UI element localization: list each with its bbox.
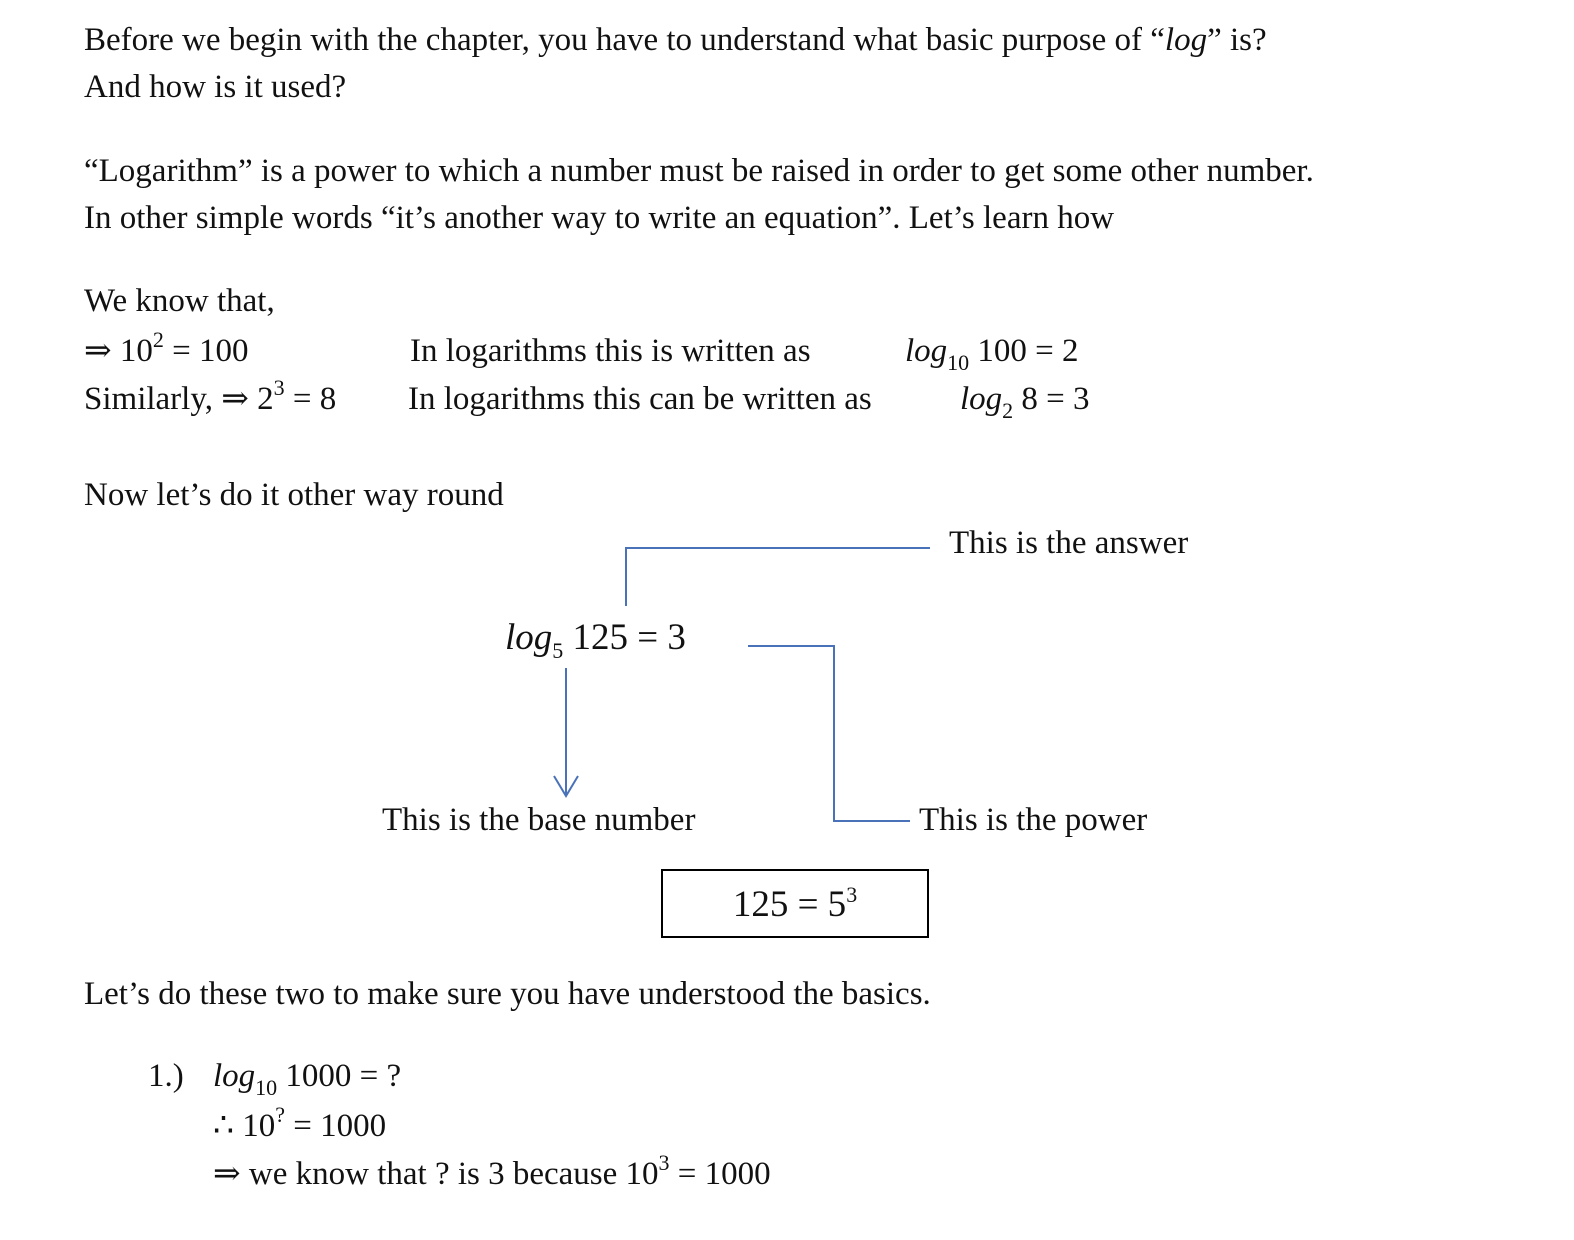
power-label: This is the power xyxy=(919,802,1148,838)
definition-line-2: In other simple words “it’s another way to write an equation”. Let’s learn how xyxy=(84,200,1115,236)
power-connector xyxy=(748,646,910,821)
we-know-that: We know that, xyxy=(84,283,275,319)
example-1-exponent-form: ⇒ $10^2 = 100$ xyxy=(84,327,249,369)
practice-question: $\log_{10} 1000$ = ? xyxy=(213,1058,402,1100)
practice-step-1: ∴ 10? = 1000 xyxy=(213,1102,387,1144)
example-2-exponent-form: Similarly, ⇒ $2^3 = 8$ xyxy=(84,375,337,417)
practice-step-2: ⇒ we know that ? is 3 because $10^3 = 1000$ xyxy=(213,1150,771,1192)
boxed-equation xyxy=(661,869,929,938)
example-1-log-form: $\log_{10} 100 = 2$ xyxy=(905,333,1079,375)
base-number-label: This is the base number xyxy=(382,802,696,838)
connector-group xyxy=(554,548,930,821)
example-2-caption: In logarithms this can be written as xyxy=(408,381,872,417)
answer-label: This is the answer xyxy=(949,525,1189,561)
answer-connector xyxy=(626,548,930,606)
intro-question-line-2: And how is it used? xyxy=(84,69,347,105)
example-2-log-form: $\log_2 8 = 3$ xyxy=(960,381,1090,423)
example-1-caption: In logarithms this is written as xyxy=(410,333,811,369)
definition-line-1: “Logarithm” is a power to which a number must be raised in order to get some other number. xyxy=(84,153,1314,189)
diagram-equation: $\log_5 125 = 3$ xyxy=(505,617,686,663)
boxed-equation-text: $125 = 5^3$ xyxy=(732,882,858,925)
intro-question-line-1: Before we begin with the chapter, you have to understand what basic purpose of “log” is? xyxy=(84,22,1267,58)
practice-item-number: 1.) xyxy=(148,1058,184,1094)
diagram-heading: Now let’s do it other way round xyxy=(84,477,504,513)
practice-intro: Let’s do these two to make sure you have understood the basics. xyxy=(84,976,931,1012)
